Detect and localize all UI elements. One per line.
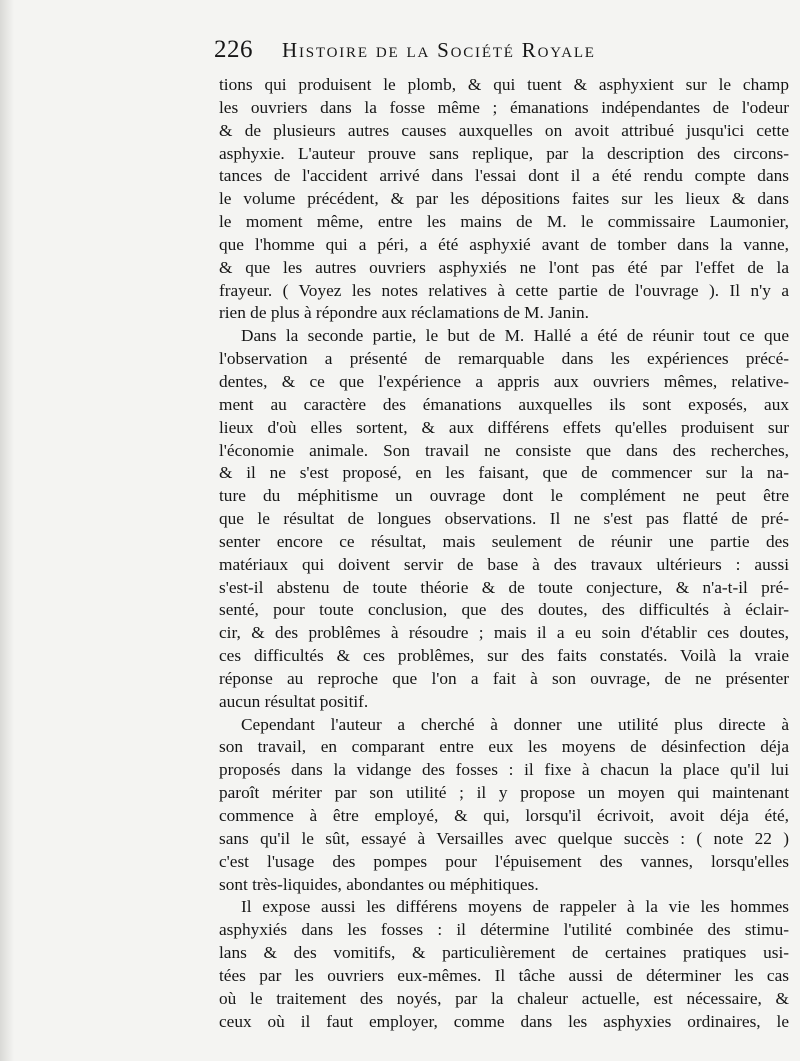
text-line: dentes, & ce que l'expérience a appris aux ouvriers mêmes, relative- [219, 371, 789, 391]
text-line: cir, & des problêmes à résoudre ; mais il a eu soin d'établir ces doutes, [219, 623, 789, 643]
text-line: matériaux qui doivent servir de base à des travaux ultérieurs : aussi [219, 554, 789, 574]
text-line: ces difficultés & ces problêmes, sur des faits constatés. Voilà la vraie [219, 646, 789, 666]
text-line: ture du méphitisme un ouvrage dont le complément ne peut être [219, 486, 789, 506]
text-line: Dans la seconde partie, le but de M. Hallé a été de réunir tout ce que [241, 326, 789, 346]
text-line: paroît mériter par son utilité ; il y propose un moyen qui maintenant [219, 783, 789, 803]
text-line: l'observation a présenté de remarquable dans les expériences précé- [219, 349, 789, 369]
paragraph [219, 896, 789, 1033]
page-edge-shadow [0, 0, 14, 1061]
text-line: tances de l'accident arrivé dans l'essai dont il a été rendu compte dans [219, 166, 789, 186]
running-title: Histoire de la Société Royale [282, 38, 596, 62]
text-line: les ouvriers dans la fosse même ; émanations indépendantes de l'odeur [219, 97, 789, 117]
text-line: l'économie animale. Son travail ne consiste que dans des recherches, [219, 440, 789, 460]
text-line: & que les autres ouvriers asphyxiés ne l'ont pas été par l'effet de la [219, 257, 789, 277]
text-line: que le résultat de longues observations. Il ne s'est pas flatté de pré- [219, 509, 789, 529]
text-line: frayeur. ( Voyez les notes relatives à cette partie de l'ouvrage ). Il n'y a [219, 280, 789, 300]
text-line: Cependant l'auteur a cherché à donner une utilité plus directe à [241, 714, 789, 734]
text-line: s'est-il abstenu de toute théorie & de toute conjecture, & n'a-t-il pré- [219, 577, 789, 597]
text-line: c'est l'usage des pompes pour l'épuisement des vannes, lorsqu'elles [219, 851, 789, 871]
text-line: sans qu'il le sût, essayé à Versailles avec quelque succès : ( note 22 ) [219, 828, 789, 848]
text-line: que l'homme qui a péri, a été asphyxié avant de tomber dans la vanne, [219, 234, 789, 254]
text-line: le moment même, entre les mains de M. le commissaire Laumonier, [219, 212, 789, 232]
text-line: asphyxiés dans les fosses : il détermine l'utilité combinée des stimu- [219, 920, 789, 940]
paragraph [219, 74, 789, 325]
text-line: tées par les ouvriers eux-mêmes. Il tâche aussi de déterminer les cas [219, 965, 789, 985]
text-line: aucun résultat positif. [219, 691, 369, 711]
text-line: commence à être employé, & qui, lorsqu'il écrivoit, avoit déja été, [219, 806, 789, 825]
text-line: senter encore ce résultat, mais seulement de réunir une partie des [219, 531, 789, 551]
text-line: & il ne s'est proposé, en les faisant, que de commencer sur la na- [219, 463, 789, 483]
text-line: rien de plus à répondre aux réclamations de M. Janin. [219, 303, 589, 323]
page-number: 226 [214, 36, 253, 63]
text-line: proposés dans la vidange des fosses : il fixe à chacun la place qu'il lui [219, 760, 789, 780]
text-line: Il expose aussi les différens moyens de rappeler à la vie les hommes [241, 897, 789, 917]
text-line: ment au caractère des émanations auxquelles ils sont exposés, aux [219, 394, 789, 414]
body-text [219, 74, 789, 1033]
text-line: ceux où il faut employer, comme dans les asphyxies ordinaires, le [219, 1011, 789, 1031]
text-line: où le traitement des noyés, par la chaleur actuelle, est nécessaire, & [219, 988, 789, 1008]
text-line: asphyxie. L'auteur prouve sans replique, par la description des circons- [219, 143, 789, 163]
text-line: son travail, en comparant entre eux les moyens de désinfection déja [219, 737, 789, 757]
paragraph [219, 714, 789, 897]
text-line: lieux d'où elles sortent, & aux différens effets qu'elles produisent sur [219, 417, 789, 437]
text-line: tions qui produisent le plomb, & qui tuent & asphyxient sur le champ [219, 75, 789, 94]
page-header [214, 36, 734, 70]
text-line: réponse au reproche que l'on a fait à son ouvrage, de ne présenter [219, 668, 789, 688]
text-line: sont très-liquides, abondantes ou méphitiques. [219, 874, 539, 894]
text-line: senté, pour toute conclusion, que des doutes, des difficultés à éclair- [219, 600, 789, 620]
paragraph [219, 325, 789, 713]
text-line: & de plusieurs autres causes auxquelles on avoit attribué jusqu'ici cette [219, 120, 789, 140]
text-line: lans & des vomitifs, & particulièrement de certaines pratiques usi- [219, 943, 789, 963]
text-line: le volume précédent, & par les dépositions faites sur les lieux & dans [219, 189, 789, 209]
